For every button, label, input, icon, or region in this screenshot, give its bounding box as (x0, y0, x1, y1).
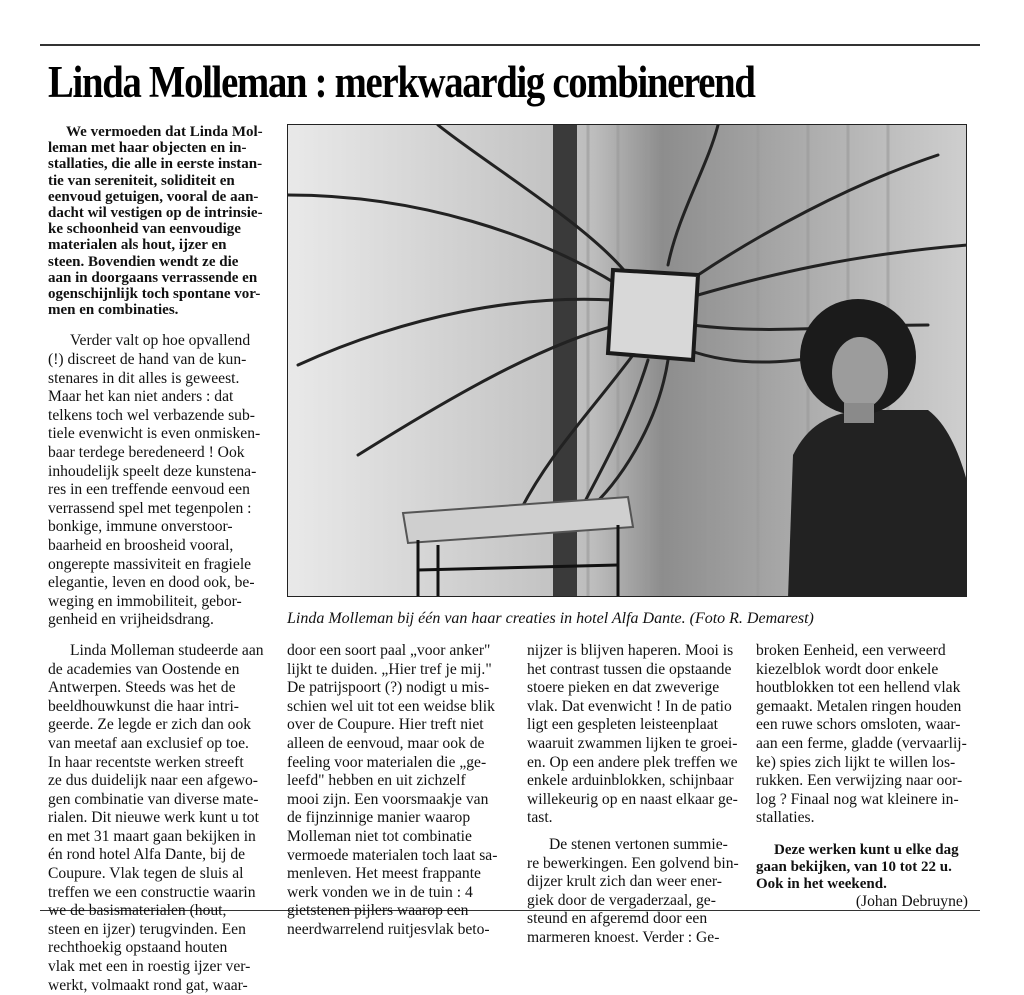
paragraph-3: Linda Molleman studeerde aan de academies van Oostende en Antwerpen. Steeds was het de beeldhouwkunst die haar intri- geerde. Ze legde er zich dan ook van meetaf aan exclusief op toe. In haar recentste werken streeft ze dus duidelijk naar een afgewo- gen combinatie van diverse mate- rialen. Dit nieuwe werk kunt u tot en met 31 maart gaan bekijken in én rond hotel Alfa Dante, bij de Coupure. Vlak tegen de sluis al treffen we een constructie waarin we de basismaterialen (hout, steen en ijzer) terugvinden. Een rechthoekig opstaand houten vlak met een in roestig ijzer ver- werkt, volmaakt rond gat, waar- (48, 641, 264, 994)
photo-artwork (288, 125, 967, 597)
headline: Linda Molleman : merkwaardig combinerend (48, 57, 755, 107)
lead-paragraph: We vermoeden dat Linda Mol- leman met haar objecten en in- stallaties, die alle in eerste instan- tie van sereniteit, soliditeit en eenvoud getuigen, vooral de aan- dacht wil vestigen op de intrinsie- ke schoonheid van eenvoudige materialen als hout, ijzer en steen. Bovendien wendt ze die aan in doorgaans verrassende en ogenschijnlijk toch spontane vor- men en combinaties. (48, 124, 263, 319)
column-2: door een soort paal „voor anker" lijkt te duiden. „Hier tref je mij." De patrijspoort (?) nodigt u mis- schien wel uit tot een weidse blik over de Coupure. Hier treft niet alleen de eenvoud, maar ook de feeling voor materialen die „ge- leefd" hebben en uit zichzelf mooi zijn. Een voorsmaakje van de fijnzinnige manier waarop Molleman niet tot combinatie vermoede materialen toch laat sa- menleven. Het meest frappante werk vonden we in de tuin : 4 gietstenen pijlers waarop een neerdwarrelend ruitjesvlak beto- (287, 642, 498, 938)
author-signature: (Johan Debruyne) (855, 892, 968, 910)
column-3: nijzer is blijven haperen. Mooi is het contrast tussen die opstaande stoere pieken en dat zweverige vlak. Dat evenwicht ! In de patio ligt een gespleten leisteenplaat waaruit zwammen lijken te groei- en. Op een andere plek treffen we enkele arduinblokken, schijnbaar willekeurig op en naast elkaar ge- tast. De stenen vertonen summie- re bewerkingen. Een golvend bin- dijzer krult zich dan weer ener- giek door de vergaderzaal, ge- steund en afgeremd door een marmeren knoest. Verder : Ge- (527, 642, 739, 946)
closing-note: Deze werken kunt u elke dag gaan bekijken, van 10 tot 22 u. Ook in het weekend. (756, 841, 959, 892)
paragraph-2: Verder valt op hoe opvallend (!) discreet de hand van de kun- stenares in dit alles is geweest. Maar het kan niet anders : dat telkens toch wel verbazende sub- tiele evenwicht is even onmisken- baar terdege beredeneerd ! Ook inhoudelijk speelt deze kunstena- res in een treffende eenvoud een verrassend spel met tegenpolen : bonkige, immune onverstoor- baarheid en broosheid vooral, ongerepte massiviteit en fragiele elegantie, leven en dood ook, be- weging en immobiliteit, gebor- genheid en vrijheidsdrang. (48, 332, 261, 629)
photo-caption: Linda Molleman bij één van haar creaties in hotel Alfa Dante. (Foto R. Demarest) (287, 610, 814, 627)
article-photo (287, 124, 967, 597)
top-rule (40, 44, 980, 46)
column-4: broken Eenheid, een verweerd kiezelblok wordt door enkele houtblokken tot een hellend vlak gemaakt. Metalen ringen houden een ruwe schors omsloten, waar- aan een ferme, gladde (vervaarlij- ke) spies zich lijkt te willen los- rukken. Een verwijzing naar oor- log ? Finaal nog wat kleinere in- stallaties. Deze werken kunt u elke dag gaan bekijken, van 10 tot 22 u. Ook in het weekend. (Johan Debruyne) (756, 642, 968, 910)
column-1 (48, 124, 270, 995)
